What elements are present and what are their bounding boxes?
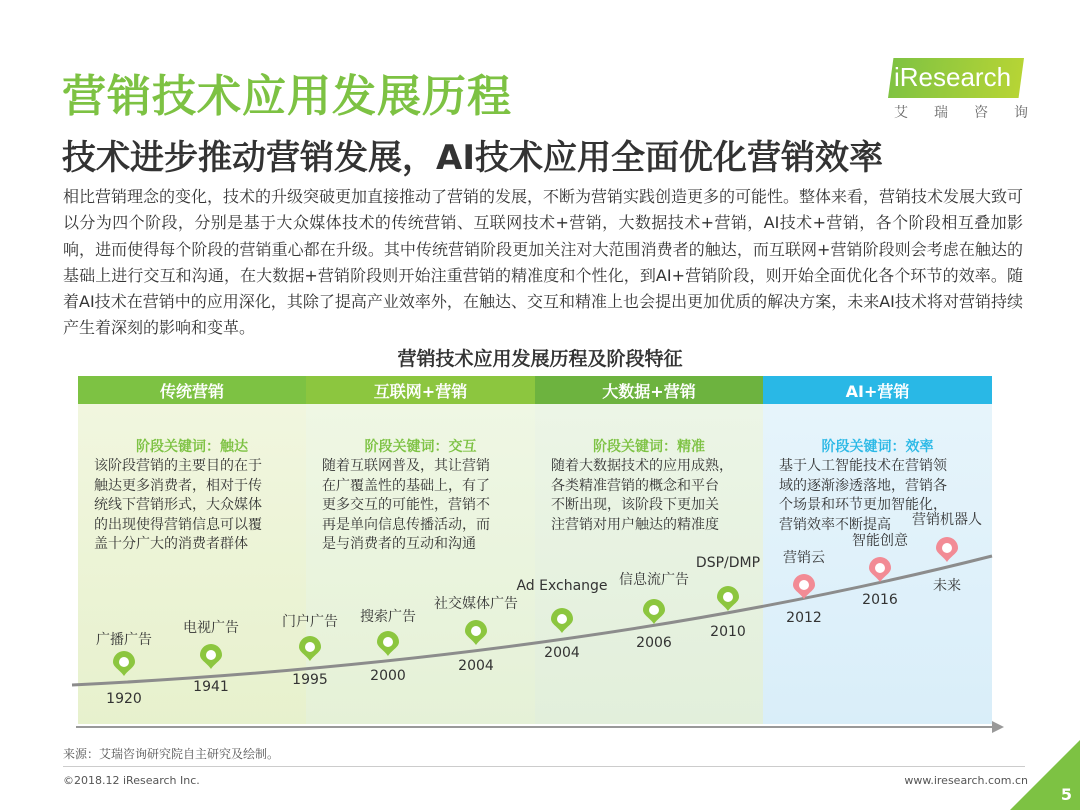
logo-sub-char: 瑞 [934, 105, 948, 121]
stage-keyword: 阶段关键词：交互 [364, 439, 477, 455]
stage-keyword: 阶段关键词：效率 [821, 439, 934, 455]
milestone-label: 信息流广告 [619, 572, 689, 588]
milestone-year: 2012 [786, 610, 822, 626]
milestone-pin-dot [723, 592, 733, 602]
milestone-label: 智能创意 [852, 533, 908, 549]
milestone-year: 2006 [636, 635, 672, 651]
milestone-pin-dot [799, 580, 809, 590]
stage-description: 该阶段营销的主要目的在于 触达更多消费者，相对于传 统线下营销形式，大众媒体 的出现使得营销信息可以覆 盖十分广大的消费者群体 [94, 458, 262, 552]
milestone-pin-dot [649, 605, 659, 615]
milestone-year: 1995 [292, 672, 328, 688]
milestone-pin-dot [305, 642, 315, 652]
milestone-label: 社交媒体广告 [434, 596, 518, 612]
footer-divider [63, 766, 1025, 767]
stage-description: 随着大数据技术的应用成熟， 各类精准营销的概念和平台 不断出现，该阶段下更加关 注营销对用户触达的精准度 [551, 458, 733, 533]
stage-header: 大数据+营销 [535, 376, 763, 404]
copyright-text: ©2018.12 iResearch Inc. [63, 774, 200, 787]
stage-header: 互联网+营销 [306, 376, 535, 404]
milestone-pin-dot [942, 543, 952, 553]
stage-description: 基于人工智能技术在营销领 域的逐渐渗透落地，营销各 个场景和环节更加智能化， 营销效率不断提高 [779, 458, 947, 533]
milestone-pin-dot [119, 657, 129, 667]
stage-keyword: 阶段关键词：触达 [136, 439, 248, 455]
stage-description: 随着互联网普及，其让营销 在广覆盖性的基础上，有了 更多交互的可能性，营销不 再是单向信息传播活动，而 是与消费者的互动和沟通 [322, 458, 490, 552]
page-subtitle: 技术进步推动营销发展，AI技术应用全面优化营销效率 [62, 138, 883, 178]
milestone-year: 未来 [933, 578, 961, 594]
logo-sub-char: 询 [1014, 105, 1028, 121]
chart-title: 营销技术应用发展历程及阶段特征 [397, 348, 683, 370]
milestone-pin-dot [206, 650, 216, 660]
intro-paragraph: 相比营销理念的变化，技术的升级突破更加直接推动了营销的发展，不断为营销实践创造更多的可能性。整体来看，营销技术发展大致可以分为四个阶段，分别是基于大众媒体技术的传统营销、互联网技术+营销，大数据技术+营销，AI技术+营销，各个阶段相互叠加影响，进而使得每个阶段的营销重心都在升级。其中传统营销阶段更加关注对大范围消费者的触达，而互联网+营销阶段则会考虑在触达的基础上进行交互和沟通，在大数据+营销阶段则开始注重营销的精准度和个性化，到AI+营销阶段，则开始全面优化各个环节的效率。随着AI技术在营销中的应用深化，其除了提高产业效率外，在触达、交互和精准上也会提出更加优质的解决方案，未来AI技术将对营销持续产生着深刻的影响和变革。 [63, 187, 1024, 338]
logo-text: iResearch [894, 62, 1012, 92]
logo-sub-char: 咨 [974, 105, 988, 121]
milestone-label: 电视广告 [183, 620, 239, 636]
milestone-year: 2004 [458, 658, 494, 674]
timeline-axis-arrow [992, 721, 1004, 733]
stage-header: AI+营销 [763, 376, 992, 404]
milestone-label: Ad Exchange [516, 578, 608, 594]
page-title: 营销技术应用发展历程 [62, 71, 512, 122]
website-url: www.iresearch.com.cn [904, 774, 1028, 787]
milestone-year: 2000 [370, 668, 406, 684]
page-number: 5 [1060, 785, 1072, 804]
source-note: 来源：艾瑞咨询研究院自主研究及绘制。 [63, 747, 280, 761]
logo-sub-char: 艾 [894, 105, 908, 121]
milestone-year: 2004 [544, 645, 580, 661]
milestone-year: 1920 [106, 691, 142, 707]
milestone-year: 2016 [862, 592, 898, 608]
milestone-pin-dot [875, 563, 885, 573]
milestone-label: DSP/DMP [695, 555, 761, 571]
milestone-label: 广播广告 [96, 632, 152, 648]
milestone-label: 营销云 [783, 550, 825, 566]
milestone-year: 2010 [710, 624, 746, 640]
milestone-label: 营销机器人 [912, 512, 982, 528]
milestone-year: 1941 [193, 679, 229, 695]
milestone-pin-dot [471, 626, 481, 636]
milestone-pin-dot [383, 637, 393, 647]
milestone-label: 搜索广告 [360, 609, 416, 625]
milestone-pin-dot [557, 614, 567, 624]
stage-header: 传统营销 [78, 376, 306, 404]
stage-keyword: 阶段关键词：精准 [593, 439, 705, 455]
milestone-label: 门户广告 [282, 614, 338, 630]
